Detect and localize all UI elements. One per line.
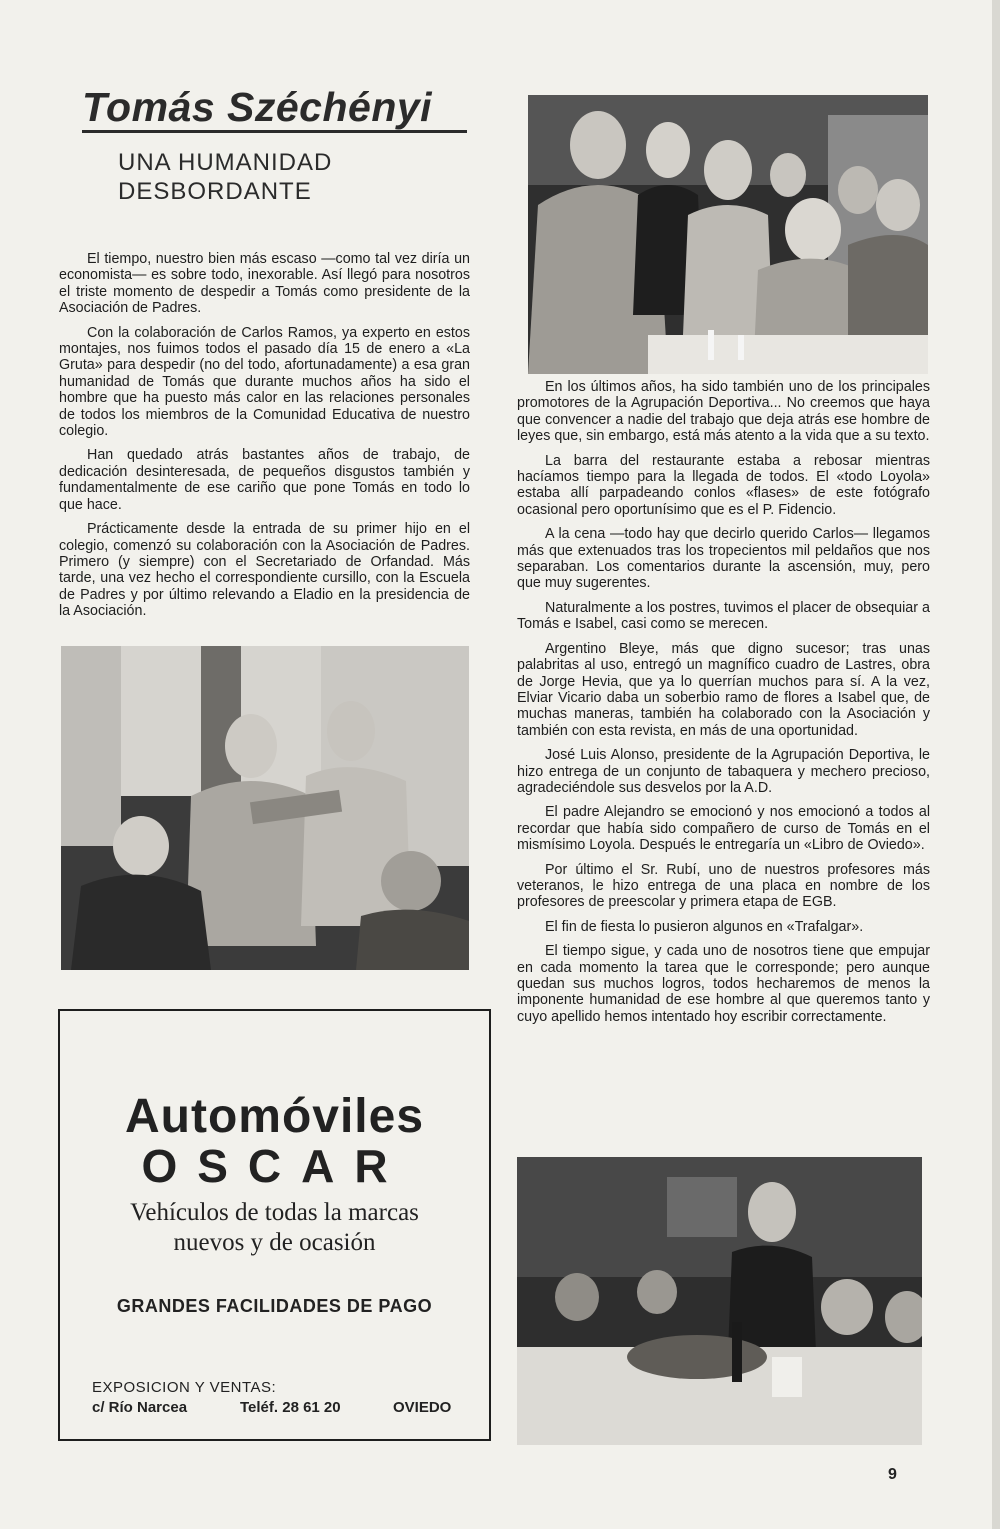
paragraph: Argentino Bleye, más que digno sucesor; tras unas palabritas al uso, entregó un magnífico cuadro de Lastres, obra de Jorge Hevia, que ya lo querrían muchos para sí. A la vez, Elviar Vicario daba un soberbio ramo de flores a Isabel que, de muchas maneras, también ha colaborado con la Asociación y también con esta revista, en más de una oportunidad. <box>517 640 930 739</box>
photo-banquet-speech <box>517 1157 922 1445</box>
ad-address: c/ Río Narcea <box>92 1399 188 1416</box>
paragraph: Prácticamente desde la entrada de su primer hijo en el colegio, comenzó su colaboración con la Asociación de Padres. Primero (y siempre) con el Secretariado de Orfandad. Más tarde, una vez hecho el correspondiente cursillo, con la Escuela de Padres y por último relevando a Eladio en la presidencia de la Asociación. <box>59 521 470 620</box>
paragraph: El padre Alejandro se emocionó y nos emocionó a todos al recordar que había sido compañero de curso de Tomás en el mismísimo Loyola. Después le entregaría un «Libro de Oviedo». <box>517 804 930 854</box>
ad-facilities: GRANDES FACILIDADES DE PAGO <box>116 1296 433 1316</box>
article-title: Tomás Széchényi <box>82 84 433 130</box>
paragraph: La barra del restaurante estaba a rebosar mientras hacíamos tiempo para la llegada de todos. El «todo Loyola» estaba allí parpadeando conlos «flases» de este fotógrafo ocasional pero oportunísimo que es el P. Fidencio. <box>517 452 930 518</box>
page-number: 9 <box>888 1466 897 1483</box>
paragraph: A la cena —todo hay que decirlo querido Carlos— llegamos más que extenuados tras los tropecientos mil peldaños que nos separaban. Los comentarios durante la ascensión, muy, pero que muy sugerentes. <box>517 526 930 592</box>
article-column-right <box>517 379 930 1033</box>
paragraph: Con la colaboración de Carlos Ramos, ya experto en estos montajes, nos fuimos todos el pasado día 15 de enero a «La Gruta» para despedir (no del todo, afortunadamente) a esa gran humanidad de Tomás que durante muchos años ha sido el hombre que ha puesto más calor en las relaciones personales de todos los miembros de la Comunidad Educativa de nuestro colegio. <box>59 324 470 440</box>
subtitle-line-1: UNA HUMANIDAD <box>118 149 333 176</box>
ad-phone: Teléf. 28 61 20 <box>240 1399 341 1416</box>
paragraph: Naturalmente a los postres, tuvimos el placer de obsequiar a Tomás e Isabel, casi como se merecen. <box>517 599 930 633</box>
paragraph: Han quedado atrás bastantes años de trabajo, de dedicación desinteresada, de pequeños disgustos también y fundamentalmente de ese cariño que pone Tomás en todo lo que hace. <box>59 447 470 513</box>
ad-exposicion-label: EXPOSICION Y VENTAS: <box>92 1379 277 1396</box>
subtitle-line-2: DESBORDANTE <box>118 178 312 205</box>
photo-gift-presentation <box>61 646 469 970</box>
article-subtitle <box>118 148 418 206</box>
ad-tagline-2: nuevos y de ocasión <box>173 1229 376 1256</box>
ad-brand-oscar: OSCAR <box>141 1140 408 1192</box>
advertisement-box <box>58 1009 491 1441</box>
ad-city: OVIEDO <box>393 1399 452 1416</box>
article-header <box>82 84 482 131</box>
paragraph: El fin de fiesta lo pusieron algunos en «Trafalgar». <box>545 918 864 935</box>
photo-group-dinner <box>528 95 928 374</box>
paragraph: José Luis Alonso, presidente de la Agrupación Deportiva, le hizo entrega de un conjunto de tabaquera y mechero precioso, agradeciéndole sus desvelos por la A.D. <box>517 747 930 796</box>
title-underline <box>82 130 467 133</box>
paragraph: Por último el Sr. Rubí, uno de nuestros profesores más veteranos, le hizo entrega de una placa en nombre de los profesores de preescolar y primera etapa de EGB. <box>517 861 930 911</box>
paragraph: El tiempo sigue, y cada uno de nosotros tiene que empujar en cada momento la tarea que le corresponde; pero aunque quedan sus muchos logros, todos hecharemos de menos la imponente humanidad de ese hombre al que queremos tanto y cuyo apellido hemos intentado hoy escribir correctamente. <box>517 943 930 1025</box>
paragraph: El tiempo, nuestro bien más escaso —como tal vez diría un economista— es sobre todo, inexorable. Así llegó para nosotros el triste momento de despedir a Tomás como presidente de la Asociación de Padres. <box>59 251 470 317</box>
ad-tagline-1: Vehículos de todas la marcas <box>130 1199 419 1226</box>
page-edge <box>992 0 1000 1529</box>
paragraph: En los últimos años, ha sido también uno de los principales promotores de la Agrupación Deportiva... No creemos que haya que convencer a nadie del trabajo que deja atrás ese hombre de leyes que, sin embargo, está más atento a la vida que a su texto. <box>517 379 930 445</box>
ad-brand-name: Automóviles <box>124 1090 425 1143</box>
article-column-left <box>59 251 470 628</box>
